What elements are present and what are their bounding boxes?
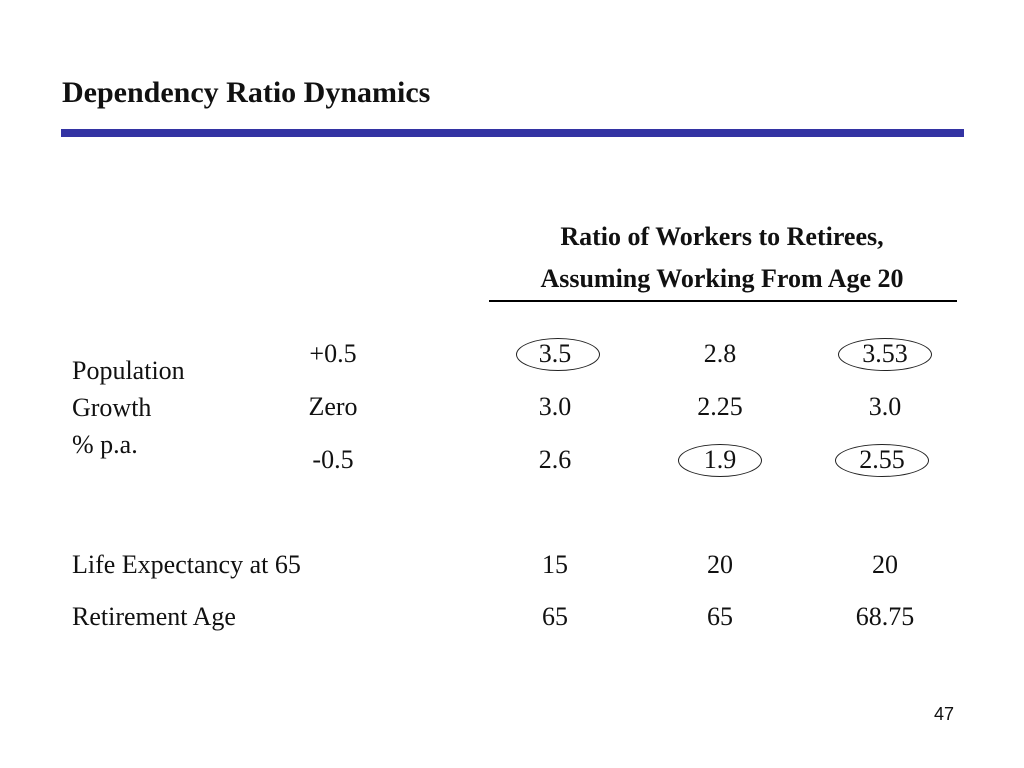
ratio-cell: 2.25	[697, 392, 743, 421]
ratio-cell: 2.55	[859, 445, 905, 474]
group-label-line-1: Population	[72, 356, 185, 385]
growth-rate-label: Zero	[308, 392, 358, 421]
ratio-cell: 2.8	[703, 339, 737, 368]
title-underline	[61, 129, 964, 137]
assumption-cell: 15	[542, 550, 568, 579]
ratio-cell: 3.0	[868, 392, 902, 421]
assumption-cell: 20	[872, 550, 898, 579]
table-column-header	[478, 216, 966, 300]
assumption-cell: 65	[707, 602, 733, 631]
ratio-cell: 1.9	[703, 445, 737, 474]
growth-rate-label: +0.5	[309, 339, 357, 368]
group-label-line-2: Growth	[72, 393, 152, 422]
life-expectancy-label: Life Expectancy at 65	[72, 550, 301, 579]
slide-title: Dependency Ratio Dynamics	[62, 76, 431, 109]
retirement-age-label: Retirement Age	[72, 602, 236, 631]
assumption-cell: 20	[707, 550, 733, 579]
assumption-cell: 68.75	[855, 602, 915, 631]
ratio-cell: 2.6	[538, 445, 572, 474]
ratio-cell: 3.5	[538, 339, 572, 368]
group-label-line-3: % p.a.	[72, 430, 138, 459]
population-growth-label	[72, 352, 185, 463]
ratio-cell: 3.53	[862, 339, 908, 368]
growth-rate-label: -0.5	[312, 445, 354, 474]
header-line-2: Assuming Working From Age 20	[540, 264, 904, 293]
header-underline	[489, 300, 957, 302]
assumption-cell: 65	[542, 602, 568, 631]
page-number: 47	[934, 704, 955, 724]
header-line-1: Ratio of Workers to Retirees,	[560, 222, 884, 251]
ratio-cell: 3.0	[538, 392, 572, 421]
